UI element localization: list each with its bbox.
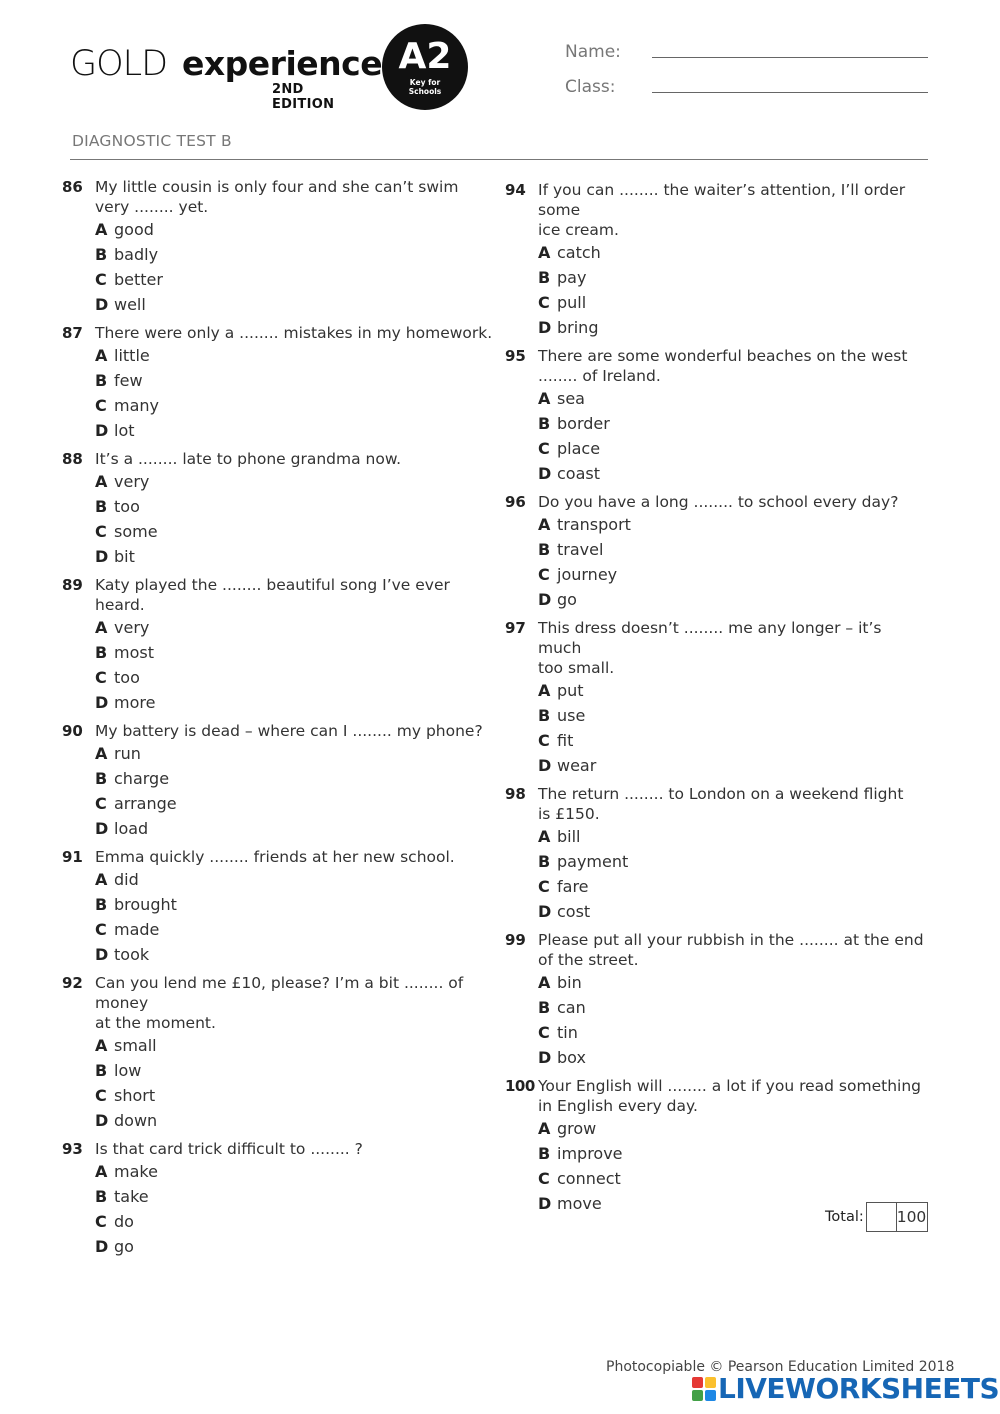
option-text: made: [114, 920, 160, 939]
answer-option-c[interactable]: [95, 665, 495, 690]
answer-option-a[interactable]: [95, 741, 495, 766]
option-text: can: [557, 998, 586, 1017]
option-letter: C: [538, 1169, 550, 1188]
option-text: bill: [557, 827, 581, 846]
question-text-line: There were only a ........ mistakes in my homework.: [95, 324, 493, 342]
logo-edition-text: 2ND EDITION: [272, 82, 335, 112]
question-99: [505, 927, 928, 1070]
option-letter: A: [538, 389, 551, 408]
option-letter: D: [95, 819, 109, 838]
question-text-line: in English every day.: [538, 1097, 698, 1115]
answer-option-c[interactable]: [95, 791, 495, 816]
question-98: [505, 781, 928, 924]
option-text: run: [114, 744, 141, 763]
question-92: [62, 970, 495, 1133]
option-letter: C: [538, 565, 550, 584]
grid-tile: [692, 1390, 703, 1401]
question-text-line: Katy played the ........ beautiful song I’ve ever heard.: [95, 576, 450, 614]
answer-option-c[interactable]: [95, 267, 495, 292]
answer-option-c[interactable]: [538, 290, 928, 315]
option-text: too: [114, 668, 140, 687]
option-text: small: [114, 1036, 157, 1055]
option-letter: D: [538, 590, 552, 609]
option-text: brought: [114, 895, 177, 914]
answer-option-d[interactable]: [95, 1108, 495, 1133]
total-label: Total:: [825, 1209, 864, 1225]
option-text: down: [114, 1111, 158, 1130]
option-text: wear: [557, 756, 597, 775]
question-text: [95, 844, 495, 867]
question-text: [95, 174, 495, 217]
option-letter: B: [95, 245, 108, 264]
option-text: fit: [557, 731, 574, 750]
option-text: fare: [557, 877, 589, 896]
option-letter: D: [538, 902, 552, 921]
question-number: 100: [505, 1077, 535, 1095]
class-field[interactable]: [652, 92, 928, 93]
option-text: journey: [557, 565, 618, 584]
answer-option-d[interactable]: [95, 1234, 495, 1259]
option-letter: A: [95, 870, 108, 889]
option-letter: C: [95, 270, 107, 289]
option-text: go: [557, 590, 577, 609]
question-text-line: very ........ yet.: [95, 198, 209, 216]
question-87: [62, 320, 495, 443]
answer-option-a[interactable]: [95, 615, 495, 640]
answer-option-b[interactable]: [538, 849, 928, 874]
option-letter: D: [95, 945, 109, 964]
question-97: [505, 615, 928, 778]
question-text-line: ........ of Ireland.: [538, 367, 661, 385]
answer-option-b[interactable]: [538, 265, 928, 290]
option-text: catch: [557, 243, 601, 262]
option-text: grow: [557, 1119, 597, 1138]
answer-option-a[interactable]: [538, 824, 928, 849]
option-text: travel: [557, 540, 604, 559]
option-letter: C: [95, 794, 107, 813]
question-95: [505, 343, 928, 486]
option-text: few: [114, 371, 143, 390]
answer-option-b[interactable]: [538, 1141, 928, 1166]
question-text: [538, 177, 928, 240]
question-text-line: If you can ........ the waiter’s attention, I’ll order some: [538, 181, 906, 219]
option-letter: A: [538, 1119, 551, 1138]
option-letter: D: [95, 421, 109, 440]
question-text-line: This dress doesn’t ........ me any longer – it’s much: [538, 619, 882, 657]
badge-level-text: A2: [398, 36, 452, 77]
answer-option-c[interactable]: [95, 917, 495, 942]
question-93: [62, 1136, 495, 1259]
answer-option-b[interactable]: [95, 1058, 495, 1083]
question-text-line: My battery is dead – where can I ........ my phone?: [95, 722, 483, 740]
answer-option-d[interactable]: [538, 461, 928, 486]
answer-option-b[interactable]: [95, 1184, 495, 1209]
question-88: [62, 446, 495, 569]
question-text: [538, 781, 928, 824]
option-text: lot: [114, 421, 135, 440]
answer-option-d[interactable]: [95, 816, 495, 841]
question-text-line: Please put all your rubbish in the ........ at the end: [538, 931, 924, 949]
question-number: 92: [62, 974, 83, 992]
option-text: do: [114, 1212, 134, 1231]
answer-option-c[interactable]: [95, 1083, 495, 1108]
option-letter: D: [538, 1194, 552, 1213]
option-text: improve: [557, 1144, 623, 1163]
option-letter: D: [95, 547, 109, 566]
answer-option-a[interactable]: [95, 217, 495, 242]
answer-option-c[interactable]: [538, 436, 928, 461]
question-text: [95, 572, 495, 615]
option-text: connect: [557, 1169, 621, 1188]
question-text: [538, 489, 928, 512]
question-text-line: Is that card trick difficult to ........ ?: [95, 1140, 363, 1158]
option-text: place: [557, 439, 601, 458]
answer-option-b[interactable]: [95, 766, 495, 791]
answer-option-a[interactable]: [538, 678, 928, 703]
option-text: too: [114, 497, 140, 516]
question-number: 97: [505, 619, 526, 637]
option-text: low: [114, 1061, 142, 1080]
left-question-column: [62, 174, 495, 1262]
answer-option-d[interactable]: [95, 690, 495, 715]
answer-option-a[interactable]: [538, 512, 928, 537]
question-text: [95, 446, 495, 469]
copyright-footer: Photocopiable © Pearson Education Limited 2018: [606, 1359, 955, 1375]
answer-option-b[interactable]: [538, 411, 928, 436]
answer-option-b[interactable]: [95, 242, 495, 267]
total-score-box[interactable]: [866, 1202, 897, 1232]
option-letter: B: [95, 1061, 108, 1080]
option-letter: D: [95, 693, 109, 712]
option-letter: B: [538, 998, 551, 1017]
answer-option-d[interactable]: [538, 315, 928, 340]
option-letter: A: [538, 827, 551, 846]
option-text: cost: [557, 902, 591, 921]
answer-option-a[interactable]: [95, 1159, 495, 1184]
answer-option-d[interactable]: [95, 292, 495, 317]
option-text: better: [114, 270, 163, 289]
option-letter: A: [95, 1162, 108, 1181]
answer-option-c[interactable]: [95, 1209, 495, 1234]
option-letter: D: [538, 318, 552, 337]
badge-sub-line2: Schools: [408, 87, 442, 96]
option-text: many: [114, 396, 159, 415]
question-number: 89: [62, 576, 83, 594]
option-letter: B: [538, 268, 551, 287]
question-text-line: There are some wonderful beaches on the west: [538, 347, 908, 365]
answer-option-c[interactable]: [538, 1020, 928, 1045]
question-text-line: Can you lend me £10, please? I’m a bit ........ of money: [95, 974, 464, 1012]
option-letter: B: [95, 1187, 108, 1206]
option-text: bit: [114, 547, 135, 566]
question-number: 86: [62, 178, 83, 196]
option-letter: A: [95, 220, 108, 239]
question-89: [62, 572, 495, 715]
question-91: [62, 844, 495, 967]
answer-option-d[interactable]: [538, 587, 928, 612]
option-text: very: [114, 618, 150, 637]
option-text: put: [557, 681, 584, 700]
option-text: took: [114, 945, 150, 964]
question-text-line: The return ........ to London on a weekend flight: [538, 785, 904, 803]
option-text: make: [114, 1162, 158, 1181]
question-number: 90: [62, 722, 83, 740]
question-number: 94: [505, 181, 526, 199]
answer-option-b[interactable]: [95, 640, 495, 665]
question-text: [95, 1136, 495, 1159]
option-text: little: [114, 346, 150, 365]
name-label: Name:: [565, 42, 621, 62]
question-text: [538, 1073, 928, 1116]
class-label: Class:: [565, 77, 616, 97]
question-text: [95, 718, 495, 741]
option-letter: C: [538, 1023, 550, 1042]
liveworksheets-grid-icon: [692, 1377, 716, 1401]
answer-option-d[interactable]: [538, 753, 928, 778]
option-text: pay: [557, 268, 587, 287]
option-letter: B: [95, 895, 108, 914]
question-text-line: too small.: [538, 659, 615, 677]
answer-option-a[interactable]: [538, 386, 928, 411]
option-letter: A: [95, 346, 108, 365]
grid-tile: [705, 1390, 716, 1401]
answer-option-c[interactable]: [95, 393, 495, 418]
option-letter: D: [538, 464, 552, 483]
question-text-line: at the moment.: [95, 1014, 216, 1032]
option-letter: C: [95, 396, 107, 415]
option-text: load: [114, 819, 149, 838]
question-90: [62, 718, 495, 841]
option-letter: A: [538, 243, 551, 262]
option-letter: D: [95, 1111, 109, 1130]
answer-option-b[interactable]: [538, 995, 928, 1020]
question-100: [505, 1073, 928, 1216]
question-text: [538, 927, 928, 970]
option-text: bring: [557, 318, 599, 337]
option-text: coast: [557, 464, 600, 483]
answer-option-d[interactable]: [95, 942, 495, 967]
name-field[interactable]: [652, 57, 928, 58]
option-letter: A: [538, 681, 551, 700]
badge-sub-line1: Key for: [409, 78, 441, 87]
answer-option-b[interactable]: [538, 703, 928, 728]
option-letter: C: [95, 920, 107, 939]
option-text: badly: [114, 245, 159, 264]
question-text-line: is £150.: [538, 805, 600, 823]
option-letter: B: [538, 1144, 551, 1163]
option-letter: B: [538, 414, 551, 433]
option-letter: B: [538, 852, 551, 871]
answer-option-a[interactable]: [538, 1116, 928, 1141]
option-text: pull: [557, 293, 587, 312]
logo-gold-text: GOLD: [70, 44, 168, 84]
question-text: [538, 615, 928, 678]
right-question-column: [505, 177, 928, 1219]
option-letter: A: [95, 744, 108, 763]
option-letter: A: [538, 973, 551, 992]
option-letter: C: [95, 522, 107, 541]
question-number: 91: [62, 848, 83, 866]
option-text: charge: [114, 769, 170, 788]
option-letter: D: [538, 1048, 552, 1067]
option-text: very: [114, 472, 150, 491]
grid-tile: [692, 1377, 703, 1388]
option-letter: D: [95, 1237, 109, 1256]
answer-option-b[interactable]: [95, 892, 495, 917]
answer-option-a[interactable]: [95, 343, 495, 368]
question-text-line: Your English will ........ a lot if you read something: [538, 1077, 921, 1095]
question-86: [62, 174, 495, 317]
question-number: 88: [62, 450, 83, 468]
answer-option-a[interactable]: [95, 1033, 495, 1058]
header-divider: [70, 159, 928, 160]
question-text-line: of the street.: [538, 951, 639, 969]
answer-option-c[interactable]: [538, 562, 928, 587]
option-text: more: [114, 693, 156, 712]
question-text: [95, 320, 495, 343]
option-letter: C: [95, 1086, 107, 1105]
question-text-line: It’s a ........ late to phone grandma now.: [95, 450, 401, 468]
question-number: 95: [505, 347, 526, 365]
grid-tile: [705, 1377, 716, 1388]
answer-option-c[interactable]: [538, 728, 928, 753]
option-letter: C: [538, 293, 550, 312]
option-text: tin: [557, 1023, 578, 1042]
logo-experience-text: experience: [182, 44, 383, 83]
answer-option-b[interactable]: [95, 494, 495, 519]
option-text: transport: [557, 515, 631, 534]
answer-option-d[interactable]: [538, 1045, 928, 1070]
option-text: arrange: [114, 794, 177, 813]
answer-option-a[interactable]: [95, 867, 495, 892]
option-text: move: [557, 1194, 602, 1213]
answer-option-c[interactable]: [95, 519, 495, 544]
total-max-box: 100: [896, 1202, 928, 1232]
option-letter: C: [95, 668, 107, 687]
question-number: 96: [505, 493, 526, 511]
question-text-line: My little cousin is only four and she can’t swim: [95, 178, 459, 196]
test-title: DIAGNOSTIC TEST B: [72, 132, 232, 150]
liveworksheets-brand: LIVEWORKSHEETS: [718, 1372, 1000, 1405]
option-letter: B: [538, 540, 551, 559]
question-text-line: ice cream.: [538, 221, 619, 239]
question-text: [95, 970, 495, 1033]
option-text: good: [114, 220, 154, 239]
answer-option-d[interactable]: [95, 544, 495, 569]
option-letter: B: [95, 769, 108, 788]
option-letter: C: [538, 731, 550, 750]
option-letter: B: [95, 497, 108, 516]
option-text: take: [114, 1187, 149, 1206]
option-text: short: [114, 1086, 156, 1105]
question-text-line: Do you have a long ........ to school every day?: [538, 493, 899, 511]
option-letter: B: [538, 706, 551, 725]
badge-subtitle: [382, 78, 468, 96]
option-letter: A: [538, 515, 551, 534]
option-letter: B: [95, 371, 108, 390]
question-text-line: Emma quickly ........ friends at her new school.: [95, 848, 455, 866]
option-text: border: [557, 414, 610, 433]
question-number: 99: [505, 931, 526, 949]
level-badge: [382, 24, 468, 110]
option-text: well: [114, 295, 146, 314]
answer-option-d[interactable]: [95, 418, 495, 443]
option-letter: A: [95, 472, 108, 491]
answer-option-b[interactable]: [538, 537, 928, 562]
answer-option-a[interactable]: [95, 469, 495, 494]
option-text: sea: [557, 389, 585, 408]
option-letter: D: [538, 756, 552, 775]
option-text: did: [114, 870, 139, 889]
option-letter: C: [95, 1212, 107, 1231]
answer-option-a[interactable]: [538, 240, 928, 265]
option-text: payment: [557, 852, 629, 871]
answer-option-a[interactable]: [538, 970, 928, 995]
option-text: some: [114, 522, 158, 541]
option-letter: C: [538, 439, 550, 458]
question-number: 93: [62, 1140, 83, 1158]
answer-option-b[interactable]: [95, 368, 495, 393]
option-text: bin: [557, 973, 582, 992]
option-letter: C: [538, 877, 550, 896]
question-94: [505, 177, 928, 340]
answer-option-d[interactable]: [538, 899, 928, 924]
option-text: use: [557, 706, 586, 725]
option-letter: B: [95, 643, 108, 662]
question-number: 98: [505, 785, 526, 803]
question-96: [505, 489, 928, 612]
option-text: most: [114, 643, 154, 662]
option-letter: D: [95, 295, 109, 314]
question-number: 87: [62, 324, 83, 342]
answer-option-c[interactable]: [538, 874, 928, 899]
answer-option-c[interactable]: [538, 1166, 928, 1191]
option-letter: A: [95, 618, 108, 637]
question-text: [538, 343, 928, 386]
option-text: go: [114, 1237, 134, 1256]
option-letter: A: [95, 1036, 108, 1055]
option-text: box: [557, 1048, 586, 1067]
